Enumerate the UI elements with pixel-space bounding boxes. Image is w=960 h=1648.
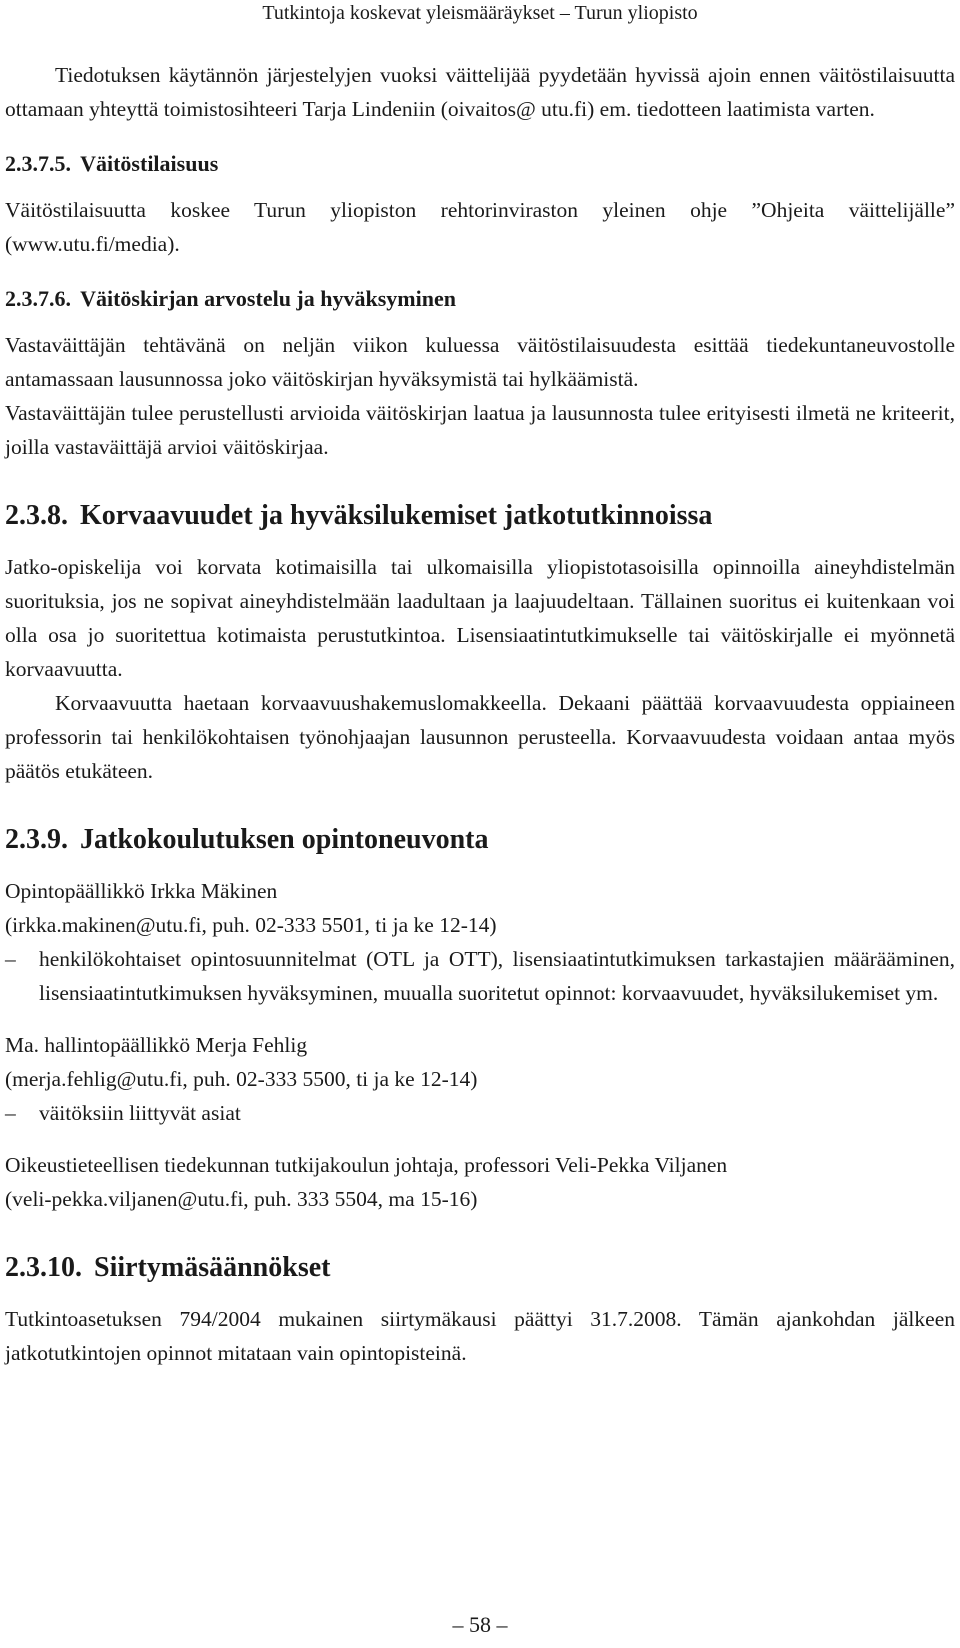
section-title: Korvaavuudet ja hyväksilukemiset jatkotutkinnoissa <box>80 500 713 531</box>
section-2376-paragraph-1: Vastaväittäjän tehtävänä on neljän viikon kuluessa väitöstilaisuudesta esittää tiedekuntaneuvostolle antamassaan lausunnossa joko väitöskirjan hyväksymistä tai hylkäämistä. <box>5 333 955 391</box>
section-number: 2.3.8. <box>5 500 68 531</box>
contact-name: Oikeustieteellisen tiedekunnan tutkijakoulun johtaja, professori Veli-Pekka Viljanen <box>5 1153 728 1177</box>
contact-block-fehlig <box>5 1028 955 1130</box>
section-238-paragraph-1: Jatko-opiskelija voi korvata kotimaisilla tai ulkomaisilla yliopistotasoisilla opinnoilla aineyhdistelmän suorituksia, jos ne sopivat aineyhdistelmään laadultaan ja laajuudeltaan. Tällainen suoritus ei kuitenkaan voi olla osa jo suoritettua kotimaista perustutkintoa. Lisensiaatintutkimukselle tai väitöskirjalle ei myönnetä korvaavuutta. <box>5 555 955 681</box>
section-title: Siirtymäsäännökset <box>94 1252 331 1283</box>
section-heading-239 <box>5 822 955 858</box>
page-content <box>5 58 955 1370</box>
section-heading-238 <box>5 498 955 534</box>
section-2376-paragraph-2: Vastaväittäjän tulee perustellusti arvioida väitöskirjan laatua ja lausunnosta tulee erityisesti ilmetä ne kriteerit, joilla vastaväittäjä arvioi väitöskirjaa. <box>5 401 955 459</box>
dash-bullet: – <box>5 947 16 971</box>
contact-name: Opintopäällikkö Irkka Mäkinen <box>5 879 278 903</box>
section-2375-paragraph: Väitöstilaisuutta koskee Turun yliopiston rehtorinviraston yleinen ohje ”Ohjeita väittelijälle” (www.utu.fi/media). <box>5 198 955 256</box>
responsibility-item <box>5 942 955 1010</box>
section-number: 2.3.9. <box>5 824 68 855</box>
contact-block-viljanen <box>5 1148 955 1216</box>
contact-details: (merja.fehlig@utu.fi, puh. 02-333 5500, ti ja ke 12-14) <box>5 1067 478 1091</box>
section-238-paragraph-2: Korvaavuutta haetaan korvaavuushakemuslomakkeella. Dekaani päättää korvaavuudesta oppiaineen professorin tai henkilökohtaisen työnohjaajan lausunnon perusteella. Korvaavuudesta voidaan antaa myös päätös etukäteen. <box>5 691 955 783</box>
responsibility-text: väitöksiin liittyvät asiat <box>39 1101 241 1125</box>
page-number: – 58 – <box>452 1612 508 1637</box>
section-number: 2.3.7.5. <box>5 151 71 176</box>
section-title: Väitöskirjan arvostelu ja hyväksyminen <box>80 286 456 311</box>
contact-block-makinen <box>5 874 955 1010</box>
responsibility-item <box>5 1096 955 1130</box>
responsibility-text: henkilökohtaiset opintosuunnitelmat (OTL ja OTT), lisensiaatintutkimuksen tarkastajien määrääminen, lisensiaatintutkimuksen hyväksyminen, muualla suoritetut opinnot: korvaavuudet, hyväksilukemiset ym. <box>39 947 955 1005</box>
contact-details: (veli-pekka.viljanen@utu.fi, puh. 333 5504, ma 15-16) <box>5 1187 478 1211</box>
section-number: 2.3.10. <box>5 1252 82 1283</box>
running-header: Tutkintoja koskevat yleismääräykset – Turun yliopisto <box>262 2 698 24</box>
section-title: Jatkokoulutuksen opintoneuvonta <box>80 824 489 855</box>
dash-bullet: – <box>5 1101 16 1125</box>
contact-name: Ma. hallintopäällikkö Merja Fehlig <box>5 1033 308 1057</box>
intro-paragraph: Tiedotuksen käytännön järjestelyjen vuoksi väittelijää pyydetään hyvissä ajoin ennen väitöstilaisuutta ottamaan yhteyttä toimistosihteeri Tarja Lindeniin (oivaitos@ utu.fi) em. tiedotteen laatimista varten. <box>5 63 955 121</box>
section-heading-2310 <box>5 1250 955 1286</box>
section-title: Väitöstilaisuus <box>80 151 219 176</box>
section-heading-2375 <box>5 147 955 181</box>
section-number: 2.3.7.6. <box>5 286 71 311</box>
section-2310-paragraph: Tutkintoasetuksen 794/2004 mukainen siirtymäkausi päättyi 31.7.2008. Tämän ajankohdan jälkeen jatkotutkintojen opinnot mitataan vain opintopisteinä. <box>5 1307 955 1365</box>
contact-details: (irkka.makinen@utu.fi, puh. 02-333 5501, ti ja ke 12-14) <box>5 913 497 937</box>
section-heading-2376 <box>5 282 955 316</box>
